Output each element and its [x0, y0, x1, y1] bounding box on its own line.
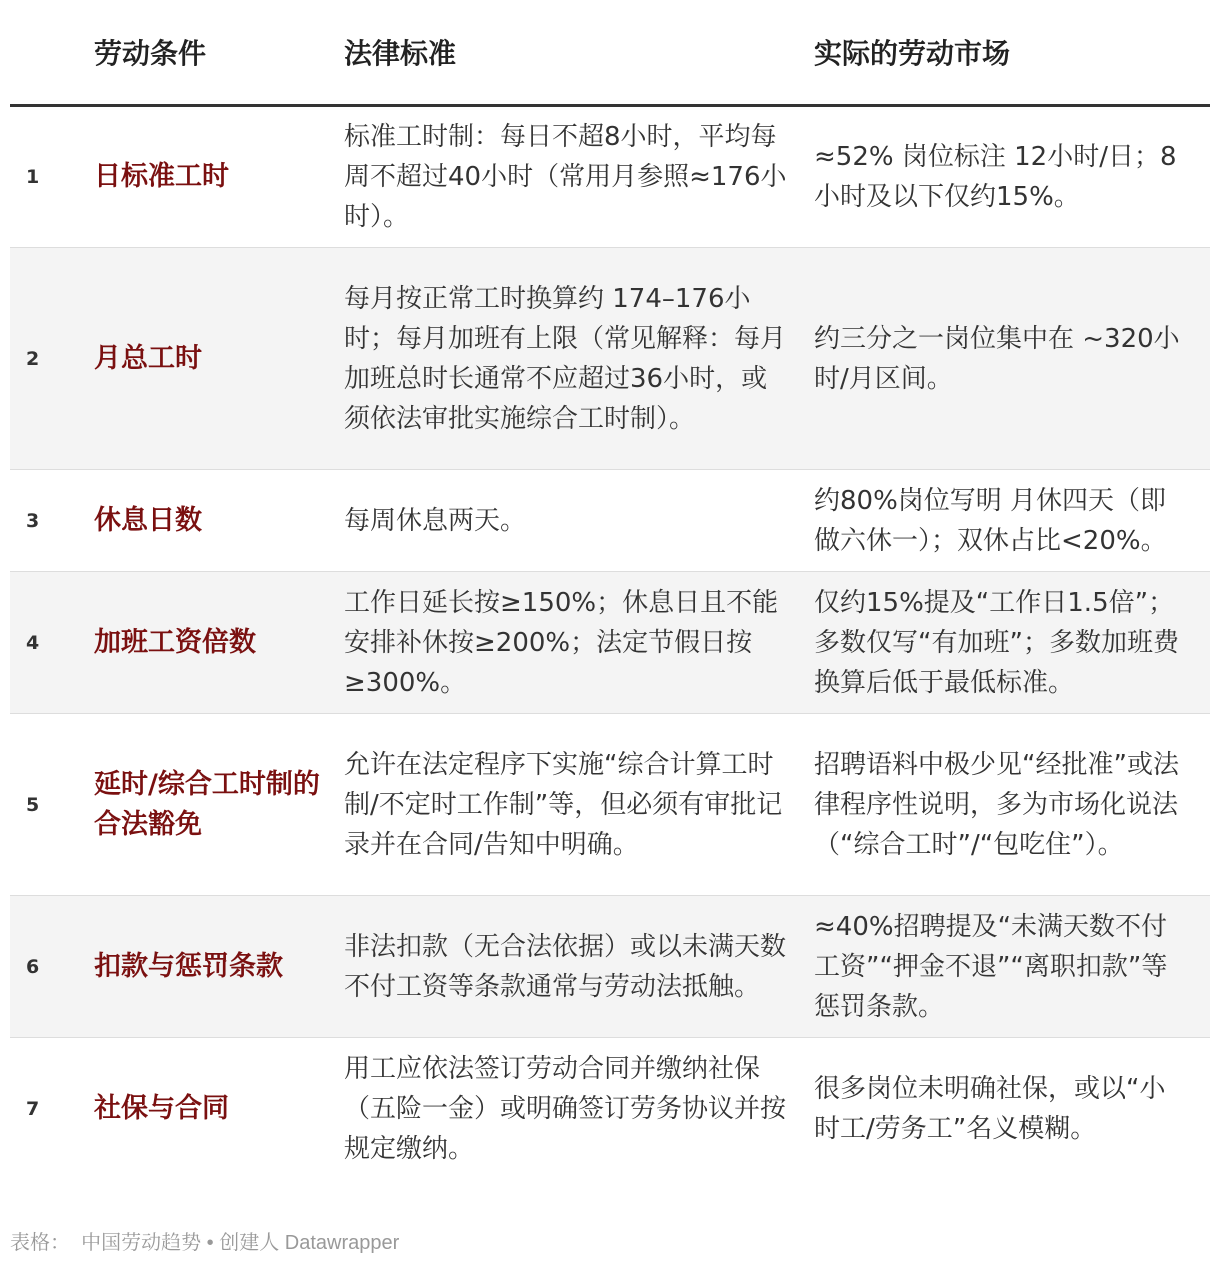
- row-law-standard: 每月按正常工时换算约 174–176小时；每月加班有上限（常见解释：每月加班总时长通常不应超过36小时，或须依法审批实施综合工时制）。: [344, 248, 814, 470]
- row-market-reality: 约80%岗位写明 月休四天（即做六休一）；双休占比<20%。: [814, 470, 1210, 572]
- row-law-standard: 标准工时制：每日不超8小时，平均每周不超过40小时（常用月参照≈176小时）。: [344, 106, 814, 248]
- row-number: 4: [10, 572, 94, 714]
- table-body: [10, 106, 1210, 1180]
- row-law-standard: 允许在法定程序下实施“综合计算工时制/不定时工作制”等，但必须有审批记录并在合同/告知中明确。: [344, 714, 814, 896]
- table-row: [10, 106, 1210, 248]
- table-row: [10, 896, 1210, 1038]
- row-condition: 扣款与惩罚条款: [94, 896, 344, 1038]
- header-row: [10, 0, 1210, 106]
- row-law-standard: 每周休息两天。: [344, 470, 814, 572]
- row-law-standard: 工作日延长按≥150%；休息日且不能安排补休按≥200%；法定节假日按≥300%。: [344, 572, 814, 714]
- header-law: 法律标准: [344, 0, 814, 106]
- row-condition: 休息日数: [94, 470, 344, 572]
- table-container: [10, 0, 1210, 1180]
- table-row: [10, 1038, 1210, 1180]
- labor-conditions-table: [10, 0, 1210, 1180]
- row-condition: 加班工资倍数: [94, 572, 344, 714]
- table-row: [10, 714, 1210, 896]
- row-number: 2: [10, 248, 94, 470]
- row-law-standard: 用工应依法签订劳动合同并缴纳社保（五险一金）或明确签订劳务协议并按规定缴纳。: [344, 1038, 814, 1180]
- footer-source: 中国劳动趋势 • 创建人 Datawrapper: [81, 1232, 400, 1254]
- row-market-reality: ≈40%招聘提及“未满天数不付工资”“押金不退”“离职扣款”等惩罚条款。: [814, 896, 1210, 1038]
- header-number: [10, 0, 94, 106]
- row-condition: 延时/综合工时制的合法豁免: [94, 714, 344, 896]
- row-condition: 月总工时: [94, 248, 344, 470]
- header-market: 实际的劳动市场: [814, 0, 1210, 106]
- table-row: [10, 572, 1210, 714]
- table-row: [10, 248, 1210, 470]
- row-market-reality: 很多岗位未明确社保，或以“小时工/劳务工”名义模糊。: [814, 1038, 1210, 1180]
- row-number: 7: [10, 1038, 94, 1180]
- row-market-reality: ≈52% 岗位标注 12小时/日；8小时及以下仅约15%。: [814, 106, 1210, 248]
- header-condition: 劳动条件: [94, 0, 344, 106]
- footer: [10, 1226, 399, 1255]
- row-market-reality: 仅约15%提及“工作日1.5倍”；多数仅写“有加班”；多数加班费换算后低于最低标准。: [814, 572, 1210, 714]
- row-number: 3: [10, 470, 94, 572]
- row-number: 6: [10, 896, 94, 1038]
- footer-label: 表格：: [10, 1232, 70, 1254]
- table-row: [10, 470, 1210, 572]
- row-condition: 社保与合同: [94, 1038, 344, 1180]
- row-market-reality: 约三分之一岗位集中在 ~320小时/月区间。: [814, 248, 1210, 470]
- row-number: 5: [10, 714, 94, 896]
- row-law-standard: 非法扣款（无合法依据）或以未满天数不付工资等条款通常与劳动法抵触。: [344, 896, 814, 1038]
- row-number: 1: [10, 106, 94, 248]
- row-condition: 日标准工时: [94, 106, 344, 248]
- row-market-reality: 招聘语料中极少见“经批准”或法律程序性说明，多为市场化说法（“综合工时”/“包吃住”）。: [814, 714, 1210, 896]
